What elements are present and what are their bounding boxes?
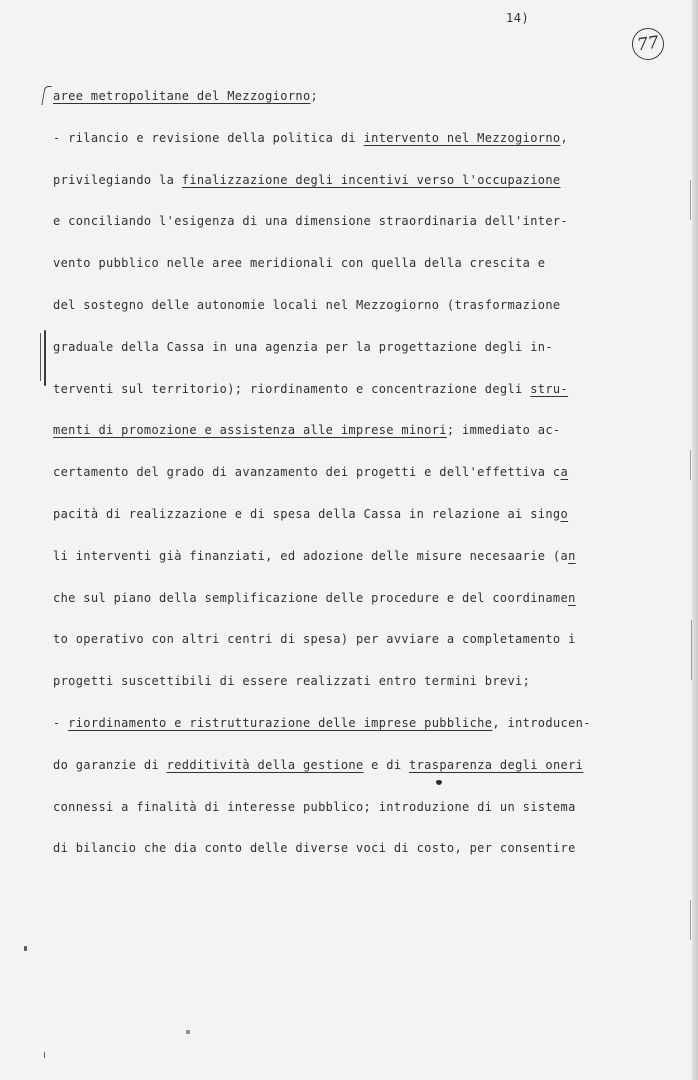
text-segment: e di: [363, 758, 410, 772]
underlined-text-segment: riordinamento e ristrutturazione delle imprese pubbliche: [68, 716, 493, 730]
text-segment: pacità di realizzazione e di spesa della Cassa in relazione ai sing: [53, 507, 561, 521]
margin-line-mark-secondary: [40, 333, 41, 381]
text-line: [53, 88, 318, 104]
underlined-text-segment: aree metropolitane del Mezzogiorno: [53, 89, 311, 103]
text-segment: terventi sul territorio); riordinamento e concentrazione degli: [53, 382, 531, 396]
text-segment: connessi a finalità di interesse pubblico; introduzione di un sistema: [53, 800, 576, 814]
text-line: [53, 757, 583, 773]
text-segment: - rilancio e revisione della politica di: [53, 131, 364, 145]
text-segment: graduale della Cassa in una agenzia per la progettazione degli in-: [53, 340, 553, 354]
text-segment: e conciliando l'esigenza di una dimensione straordinaria dell'inter-: [53, 214, 569, 228]
text-line: [53, 422, 561, 438]
margin-bracket-mark: [41, 86, 51, 105]
edge-scan-mark: [690, 900, 691, 940]
text-line: [53, 297, 561, 313]
text-segment: -: [53, 716, 69, 730]
underlined-text-segment: stru-: [530, 382, 569, 396]
text-line: [53, 381, 568, 397]
text-segment: che sul piano della semplificazione delle procedure e del coordiname: [53, 591, 569, 605]
ink-speck-mark: [186, 1030, 190, 1034]
underlined-text-segment: intervento nel Mezzogiorno: [363, 131, 561, 145]
page-edge-shadow: [692, 0, 698, 1080]
text-segment: di bilancio che dia conto delle diverse voci di costo, per consentire: [53, 841, 576, 855]
text-segment: do garanzie di: [53, 758, 167, 772]
edge-scan-mark: [690, 180, 691, 220]
text-line: [53, 172, 561, 188]
ink-speck-mark: [44, 1052, 45, 1058]
text-line: [53, 255, 545, 271]
text-segment: ,: [560, 131, 569, 145]
text-segment: to operativo con altri centri di spesa) per avviare a completamento i: [53, 632, 576, 646]
text-segment: certamento del grado di avanzamento dei progetti e dell'effettiva c: [53, 465, 561, 479]
text-segment: ;: [310, 89, 319, 103]
text-line: [53, 506, 568, 522]
text-line: [53, 590, 576, 606]
underlined-text-segment: n: [568, 549, 576, 563]
ink-speck-mark: [24, 946, 27, 951]
text-line: [53, 339, 553, 355]
text-line: [53, 840, 576, 856]
edge-scan-mark: [690, 450, 691, 480]
underlined-text-segment: n: [568, 591, 576, 605]
text-line: [53, 631, 576, 647]
underlined-text-segment: menti di promozione e assistenza alle imprese minori: [53, 423, 447, 437]
page-number: 14): [506, 11, 530, 25]
text-segment: , introducen-: [492, 716, 591, 730]
ink-dot-mark: [436, 780, 442, 785]
underlined-text-segment: trasparenza degli oneri: [409, 758, 584, 772]
text-line: [53, 464, 568, 480]
text-line: [53, 548, 576, 564]
text-segment: progetti suscettibili di essere realizzati entro termini brevi;: [53, 674, 531, 688]
text-segment: vento pubblico nelle aree meridionali con quella della crescita e: [53, 256, 546, 270]
margin-line-mark: [44, 330, 46, 386]
text-segment: ; immediato ac-: [446, 423, 561, 437]
text-line: [53, 673, 530, 689]
underlined-text-segment: o: [560, 507, 569, 521]
underlined-text-segment: a: [560, 465, 569, 479]
handwritten-page-stamp: 77: [630, 26, 666, 62]
text-line: [53, 799, 576, 815]
underlined-text-segment: finalizzazione degli incentivi verso l'occupazione: [181, 173, 561, 187]
underlined-text-segment: redditività della gestione: [166, 758, 364, 772]
text-line: [53, 130, 568, 146]
text-segment: li interventi già finanziati, ed adozione delle misure necesaarie (a: [53, 549, 569, 563]
text-line: [53, 213, 568, 229]
text-segment: del sostegno delle autonomie locali nel Mezzogiorno (trasformazione: [53, 298, 561, 312]
text-line: [53, 715, 591, 731]
text-segment: privilegiando la: [53, 173, 182, 187]
